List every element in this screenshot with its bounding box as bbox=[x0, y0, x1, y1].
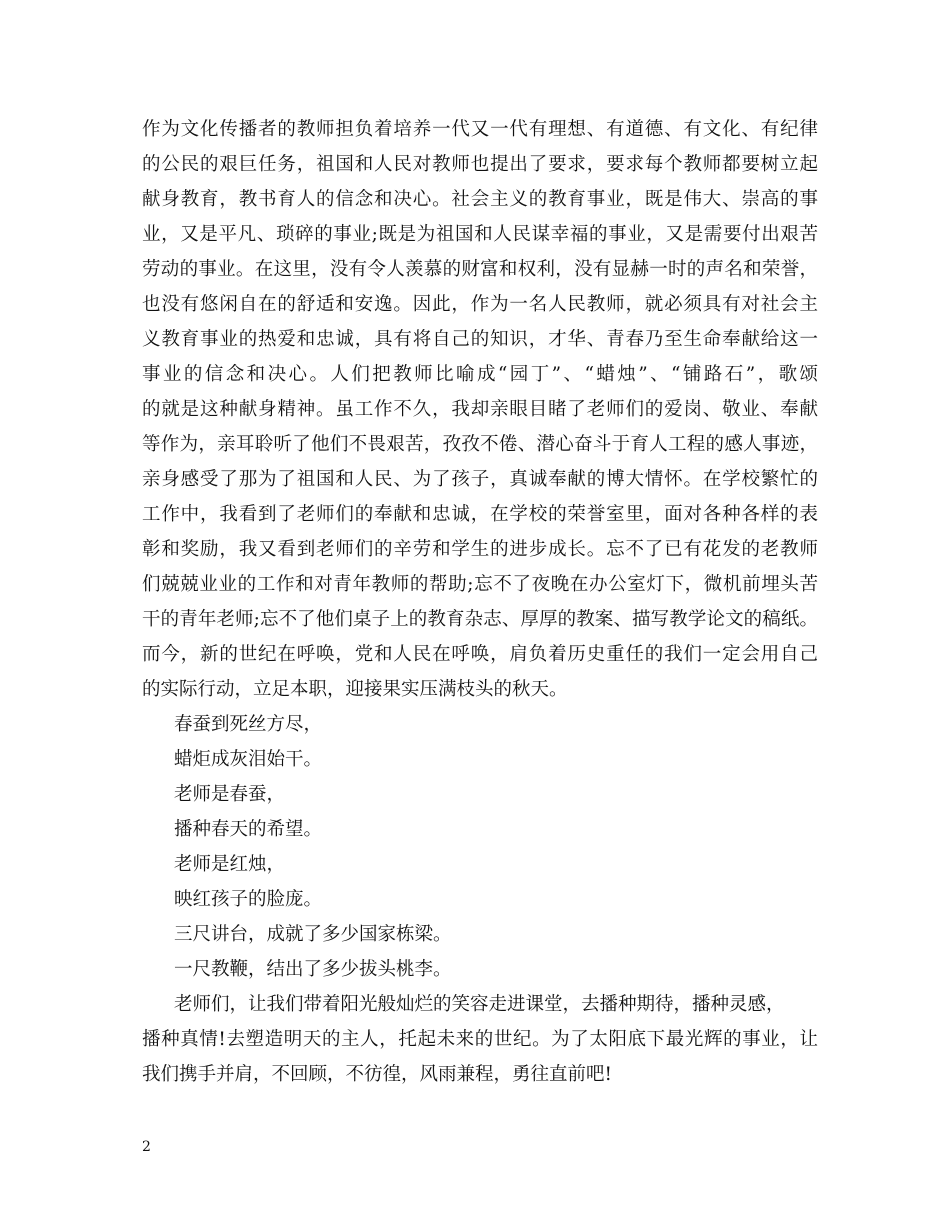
text-line: 播种真情!去塑造明天的主人，托起未来的世纪。为了太阳底下最光辉的事业，让 bbox=[142, 1029, 818, 1050]
text-line: 而今，新的世纪在呼唤，党和人民在呼唤，肩负着历史重任的我们一定会用自己 bbox=[142, 644, 818, 665]
text-line: 亲身感受了那为了祖国和人民、为了孩子，真诚奉献的博大情怀。在学校繁忙的 bbox=[142, 469, 818, 490]
poem-line: 一尺教鞭，结出了多少拔头桃李。 bbox=[174, 959, 452, 980]
poem-line: 映红孩子的脸庞。 bbox=[174, 889, 323, 910]
poem-line: 播种春天的希望。 bbox=[174, 819, 323, 840]
text-line: 彰和奖励，我又看到老师们的辛劳和学生的进步成长。忘不了已有花发的老教师 bbox=[142, 539, 818, 560]
text-line: 献身教育，教书育人的信念和决心。社会主义的教育事业，既是伟大、崇高的事 bbox=[142, 189, 818, 210]
text-line: 们兢兢业业的工作和对青年教师的帮助;忘不了夜晚在办公室灯下，微机前埋头苦 bbox=[142, 574, 818, 595]
poem-line: 春蚕到死丝方尽， bbox=[174, 714, 323, 735]
text-line: 老师们，让我们带着阳光般灿烂的笑容走进课堂，去播种期待，播种灵感， bbox=[174, 994, 785, 1015]
text-line: 的公民的艰巨任务，祖国和人民对教师也提出了要求，要求每个教师都要树立起 bbox=[142, 154, 818, 175]
text-line: 的实际行动，立足本职，迎接果实压满枝头的秋天。 bbox=[142, 679, 568, 700]
text-line: 也没有悠闲自在的舒适和安逸。因此，作为一名人民教师，就必须具有对社会主 bbox=[142, 294, 818, 315]
text-line: 劳动的事业。在这里，没有令人羡慕的财富和权利，没有显赫一时的声名和荣誉， bbox=[142, 259, 818, 280]
text-line: 事业的信念和决心。人们把教师比喻成“园丁”、“蜡烛”、“铺路石”，歌颂 bbox=[142, 364, 818, 385]
text-line: 业，又是平凡、琐碎的事业;既是为祖国和人民谋幸福的事业，又是需要付出艰苦 bbox=[142, 224, 818, 245]
paragraph-2 bbox=[142, 987, 818, 1092]
paragraph-1 bbox=[142, 112, 818, 707]
poem-line: 老师是春蚕， bbox=[174, 784, 286, 805]
text-line: 我们携手并肩，不回顾，不彷徨，风雨兼程，勇往直前吧! bbox=[142, 1064, 612, 1085]
text-line: 的就是这种献身精神。虽工作不久，我却亲眼目睹了老师们的爱岗、敬业、奉献 bbox=[142, 399, 818, 420]
poem bbox=[142, 707, 818, 987]
text-line: 义教育事业的热爱和忠诚，具有将自己的知识，才华、青春乃至生命奉献给这一 bbox=[142, 329, 818, 350]
poem-line: 老师是红烛， bbox=[174, 854, 286, 875]
text-line: 工作中，我看到了老师们的奉献和忠诚，在学校的荣誉室里，面对各种各样的表 bbox=[142, 504, 818, 525]
body-text bbox=[142, 112, 818, 1092]
poem-line: 三尺讲台，成就了多少国家栋梁。 bbox=[174, 924, 452, 945]
text-line: 作为文化传播者的教师担负着培养一代又一代有理想、有道德、有文化、有纪律 bbox=[142, 119, 818, 140]
text-line: 干的青年老师;忘不了他们桌子上的教育杂志、厚厚的教案、描写教学论文的稿纸。 bbox=[142, 609, 818, 630]
text-line: 等作为，亲耳聆听了他们不畏艰苦，孜孜不倦、潜心奋斗于育人工程的感人事迹， bbox=[142, 434, 818, 455]
poem-line: 蜡炬成灰泪始干。 bbox=[174, 749, 323, 770]
page-number: 2 bbox=[142, 1139, 151, 1155]
